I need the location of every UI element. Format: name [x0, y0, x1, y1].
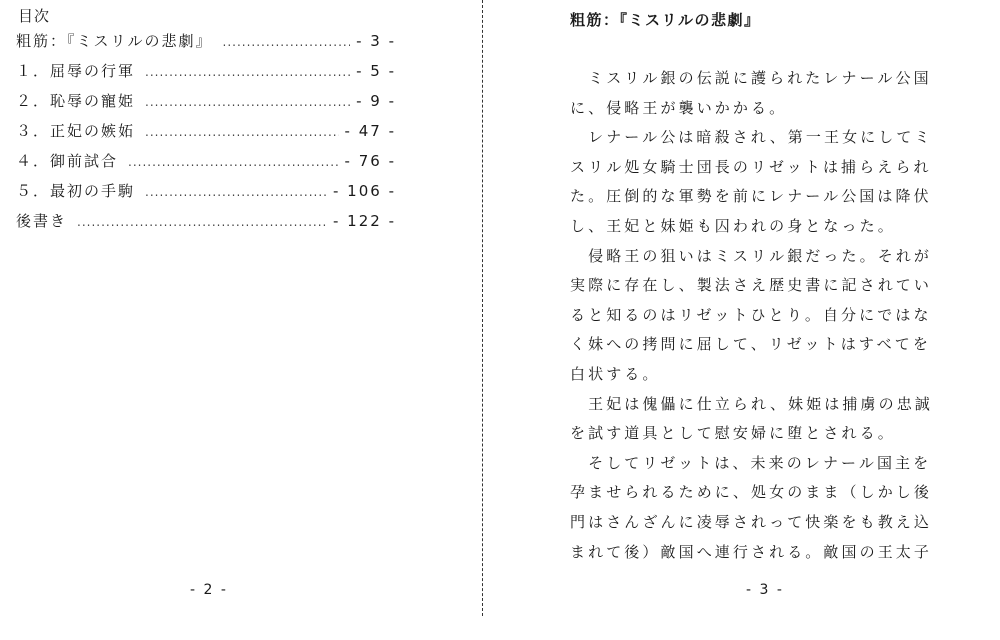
- body-line: 白状する。: [570, 364, 661, 383]
- body-line: 王妃は傀儡に仕立られ、妹姫は捕虜の忠誠: [570, 394, 933, 413]
- page-divider: [482, 0, 483, 616]
- toc-entry-page: - 122 -: [333, 212, 396, 230]
- toc-entry-page: - 9 -: [356, 92, 396, 110]
- body-line: た。圧倒的な軍勢を前にレナール公国は降伏: [570, 187, 932, 206]
- toc-entry-label: １．屈辱の行軍: [16, 62, 136, 80]
- toc-entry-page: - 47 -: [344, 122, 396, 140]
- body-line: スリル処女騎士団長のリゼットは捕らえられ: [570, 157, 932, 176]
- body-line: レナール公は暗殺され、第一王女にしてミ: [570, 128, 933, 147]
- body-line: を試す道具として慰安婦に堕とされる。: [570, 424, 896, 443]
- toc-entry-synopsis[interactable]: [16, 30, 396, 60]
- table-of-contents: [16, 30, 396, 240]
- toc-entry-label: 後書き: [16, 212, 68, 230]
- toc-heading: 目次: [18, 7, 51, 25]
- toc-entry-page: - 5 -: [356, 62, 396, 80]
- body-line: し、王妃と妹姫も囚われの身となった。: [570, 216, 896, 235]
- body-line: まれて後）敵国へ連行される。敵国の王太子: [570, 542, 933, 561]
- synopsis-title: 粗筋：『ミスリルの悲劇』: [570, 11, 761, 29]
- toc-entry-label: 粗筋：『ミスリルの悲劇』: [16, 32, 213, 50]
- page-number: - 2 -: [190, 582, 228, 598]
- toc-leader-dots: [77, 215, 327, 229]
- toc-leader-dots: [145, 185, 327, 199]
- toc-leader-dots: [145, 65, 350, 79]
- toc-entry-label: ４．御前試合: [16, 152, 119, 170]
- page-number: - 3 -: [746, 582, 784, 598]
- toc-entry-chapter-3[interactable]: [16, 120, 396, 150]
- body-line: ると知るのはリゼットひとり。自分にではな: [570, 305, 932, 324]
- body-line: く妹への拷問に屈して、リゼットはすべてを: [570, 335, 931, 354]
- toc-entry-page: - 3 -: [356, 32, 396, 50]
- toc-entry-label: ２．恥辱の寵姫: [16, 92, 136, 110]
- body-line: 孕ませられるために、処女のまま（しかし後: [570, 483, 933, 502]
- toc-entry-chapter-4[interactable]: [16, 150, 396, 180]
- body-line: 実際に存在し、製法さえ歴史書に記されてい: [570, 276, 933, 295]
- left-page: [0, 0, 482, 640]
- toc-entry-label: ５．最初の手駒: [16, 182, 136, 200]
- synopsis-body: [570, 64, 958, 567]
- toc-leader-dots: [128, 155, 339, 169]
- toc-leader-dots: [145, 125, 339, 139]
- body-line: 門はさんざんに凌辱されって快楽をも教え込: [570, 512, 933, 531]
- toc-entry-chapter-2[interactable]: [16, 90, 396, 120]
- body-line: 侵略王の狙いはミスリル銀だった。それが: [570, 246, 933, 265]
- toc-entry-chapter-5[interactable]: [16, 180, 396, 210]
- toc-leader-dots: [145, 95, 350, 109]
- toc-entry-page: - 106 -: [333, 182, 396, 200]
- body-line: ミスリル銀の伝説に護られたレナール公国: [570, 69, 932, 87]
- body-line: に、侵略王が襲いかかる。: [570, 98, 788, 117]
- toc-entry-chapter-1[interactable]: [16, 60, 396, 90]
- body-line: そしてリゼットは、未来のレナール国主を: [570, 453, 932, 472]
- right-page: [484, 0, 1000, 640]
- toc-entry-page: - 76 -: [344, 152, 396, 170]
- toc-leader-dots: [223, 35, 351, 49]
- toc-entry-label: ３．正妃の嫉妬: [16, 122, 136, 140]
- toc-entry-afterword[interactable]: [16, 210, 396, 240]
